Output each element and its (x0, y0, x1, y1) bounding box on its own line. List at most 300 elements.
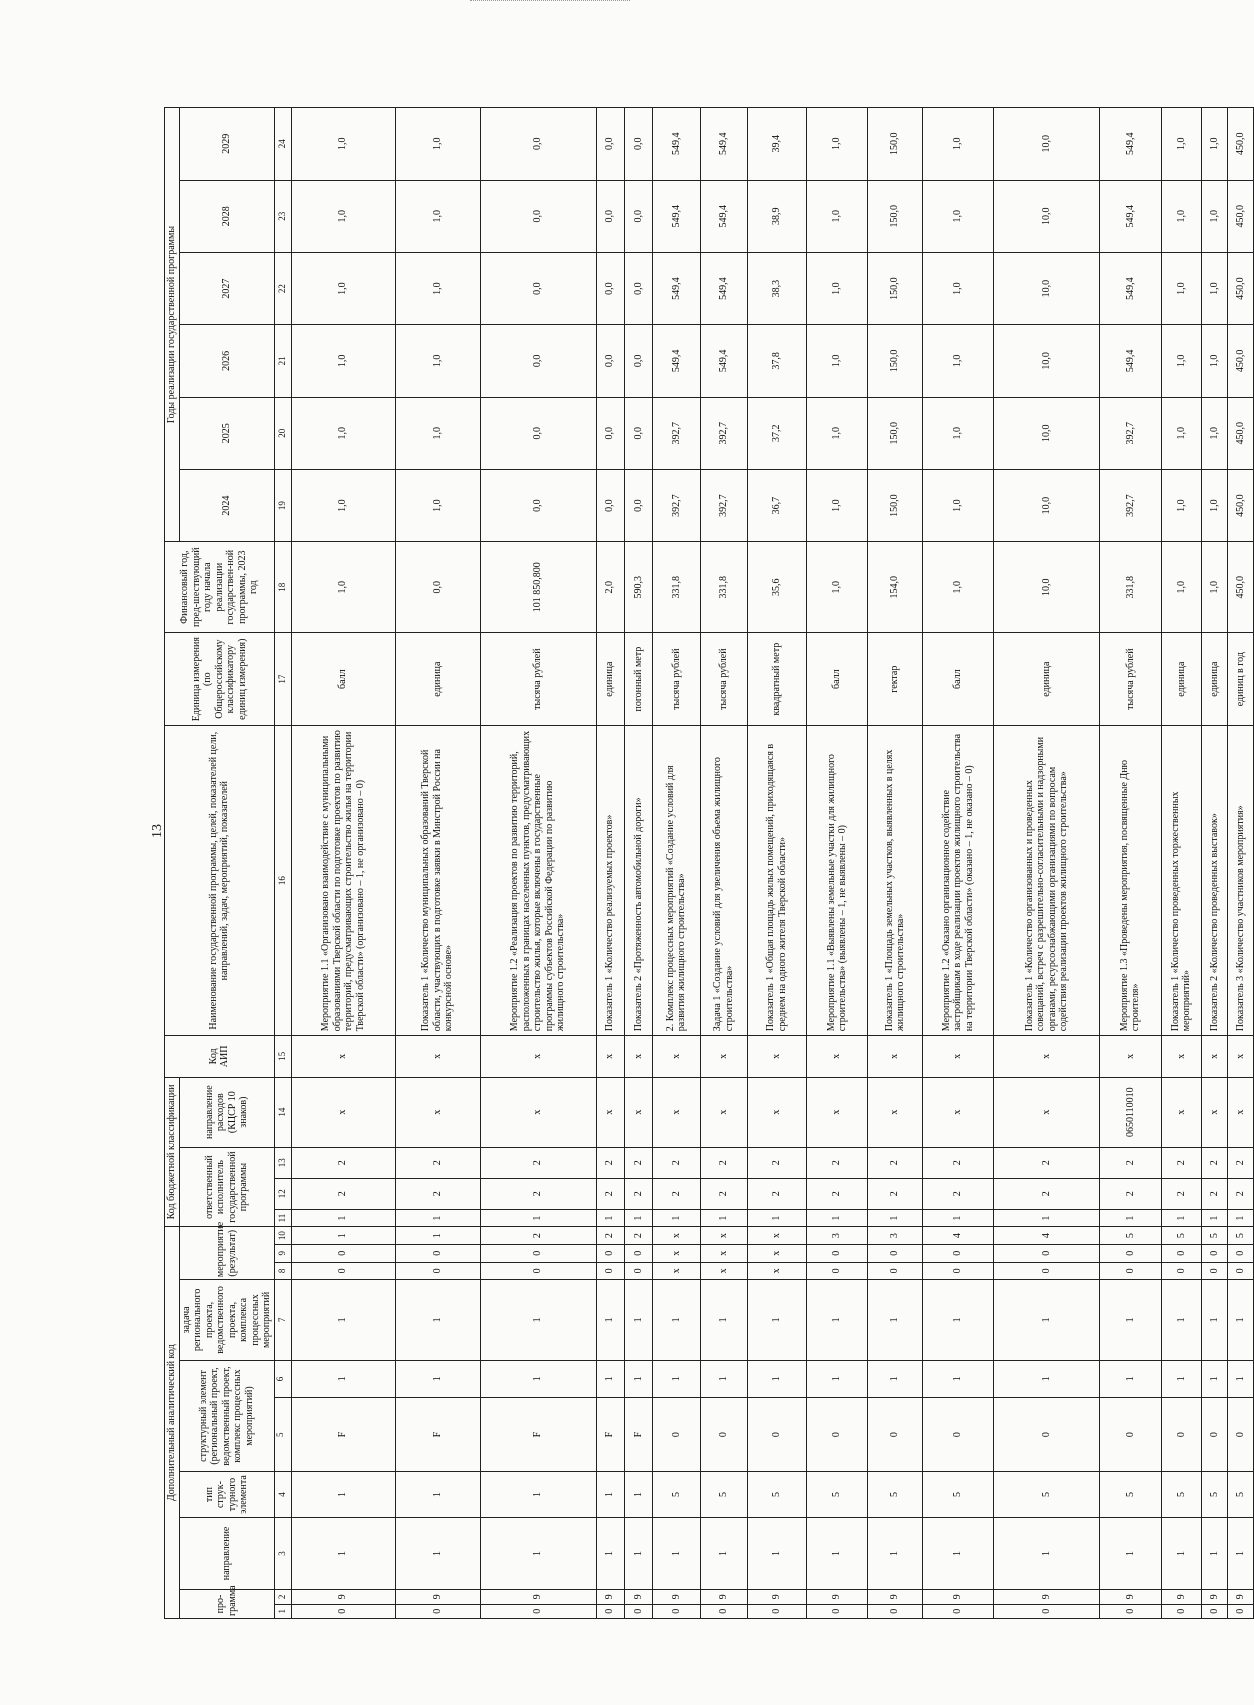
code-cell: 1 (395, 1227, 480, 1245)
code-cell: 0 (922, 1604, 993, 1618)
code-cell: 2 (596, 1227, 624, 1245)
col-num: 5 (275, 1397, 291, 1471)
code-cell: 2 (291, 1147, 395, 1178)
code-cell: 9 (596, 1590, 624, 1604)
header-year: 2028 (179, 180, 274, 252)
code-cell: 1 (868, 1280, 922, 1361)
unit-cell: квадратный метр (747, 633, 806, 726)
code-cell: 1 (395, 1472, 480, 1517)
code-cell: F (596, 1397, 624, 1471)
value-cell: 0,0 (480, 469, 596, 541)
code-cell: 1 (1100, 1209, 1161, 1227)
code-cell: 2 (1161, 1147, 1201, 1178)
code-cell: 5 (1201, 1472, 1227, 1517)
header-year: 2026 (179, 325, 274, 397)
code-cell: x (624, 1036, 652, 1077)
unit-cell: единица (1201, 633, 1227, 726)
code-cell: x (747, 1227, 806, 1245)
table-row (807, 108, 868, 1619)
value-cell: 450,0 (1227, 469, 1253, 541)
value-cell: 392,7 (653, 469, 700, 541)
code-cell: 1 (291, 1472, 395, 1517)
code-cell: 0 (868, 1244, 922, 1262)
code-cell: 9 (653, 1590, 700, 1604)
col-num: 16 (274, 726, 291, 1036)
value-cell: 10,0 (993, 108, 1099, 181)
code-cell: 2 (624, 1147, 652, 1178)
value-cell: 35,6 (747, 542, 806, 633)
table-row (700, 108, 747, 1619)
code-cell: 1 (395, 1209, 480, 1227)
header-year: 2024 (179, 469, 274, 541)
code-cell: 3 (807, 1227, 868, 1245)
value-cell: 1,0 (1201, 397, 1227, 469)
col-num: 20 (274, 397, 291, 469)
code-cell: 1 (807, 1517, 868, 1589)
code-cell: x (1161, 1077, 1201, 1147)
code-cell: 5 (1100, 1227, 1161, 1245)
code-cell: 1 (624, 1360, 652, 1397)
code-cell: 0 (1100, 1244, 1161, 1262)
code-cell: 1 (395, 1280, 480, 1361)
unit-cell: тысяча рублей (480, 633, 596, 726)
code-cell: 0 (807, 1397, 868, 1471)
name-cell: Мероприятие 1.2 «Оказано организационное содействие застройщикам в ходе реализации проектов жилищного строительства на территории Тверской области» (оказано – 1, не оказано – 0) (922, 726, 993, 1036)
code-cell: x (653, 1227, 700, 1245)
table-body (291, 108, 1254, 1619)
value-cell: 549,4 (700, 252, 747, 324)
col-num: 9 (274, 1244, 291, 1262)
table-row (1100, 108, 1161, 1619)
col-num: 18 (274, 542, 291, 633)
header-executor: ответственный исполнитель государственной программы (179, 1147, 274, 1227)
code-cell: x (747, 1244, 806, 1262)
col-num: 13 (274, 1147, 291, 1178)
code-cell: 1 (993, 1280, 1099, 1361)
code-cell: 0 (747, 1397, 806, 1471)
code-cell: 0 (1227, 1262, 1253, 1280)
unit-cell: гектар (868, 633, 922, 726)
value-cell: 1,0 (807, 325, 868, 397)
code-cell: 1 (480, 1360, 596, 1397)
code-cell: 1 (1100, 1517, 1161, 1589)
code-cell: 9 (624, 1590, 652, 1604)
value-cell: 392,7 (1100, 397, 1161, 469)
code-cell: x (395, 1077, 480, 1147)
col-num: 12 (274, 1178, 291, 1209)
name-cell: Показатель 1 «Количество реализуемых проектов» (596, 726, 624, 1036)
unit-cell: единиц в год (1227, 633, 1253, 726)
value-cell: 1,0 (395, 252, 480, 324)
code-cell: 2 (1227, 1178, 1253, 1209)
code-cell: 1 (700, 1517, 747, 1589)
code-cell: 0 (1227, 1604, 1253, 1618)
code-cell: 0 (868, 1262, 922, 1280)
code-cell: 2 (922, 1178, 993, 1209)
value-cell: 1,0 (1201, 325, 1227, 397)
value-cell: 0,0 (624, 108, 652, 181)
value-cell: 0,0 (624, 469, 652, 541)
name-cell: 2. Комплекс процессных мероприятий «Создание условий для развития жилищного строительства» (653, 726, 700, 1036)
value-cell: 549,4 (1100, 180, 1161, 252)
value-cell: 1,0 (1201, 108, 1227, 181)
value-cell: 39,4 (747, 108, 806, 181)
value-cell: 150,0 (868, 397, 922, 469)
table-row (1201, 108, 1227, 1619)
value-cell: 1,0 (807, 397, 868, 469)
code-cell: 1 (868, 1517, 922, 1589)
name-cell: Мероприятие 1.1 «Организовано взаимодействие с муниципальными образованиями Тверской области по подготовке проектов по развитию территорий, предусматривающих строительство жилья на территории Тверской области» (организовано – 1, не организовано – 0) (291, 726, 395, 1036)
code-cell: 1 (807, 1360, 868, 1397)
col-num: 3 (274, 1517, 291, 1589)
value-cell: 331,8 (653, 542, 700, 633)
col-num: 17 (274, 633, 291, 726)
value-cell: 150,0 (868, 252, 922, 324)
code-cell: 0 (700, 1397, 747, 1471)
code-cell: 0 (747, 1604, 806, 1618)
header-years-group: Годы реализации государственной программы (165, 108, 180, 542)
code-cell: 2 (1227, 1147, 1253, 1178)
name-cell: Мероприятие 1.3 «Проведены мероприятия, посвященные Дню строителя» (1100, 726, 1161, 1036)
code-cell: 4 (993, 1227, 1099, 1245)
header-name: Наименование государственной программы, целей, показателей цели, направлений, задач, мероприятий, показателей (165, 726, 275, 1036)
code-cell: 1 (1161, 1517, 1201, 1589)
code-cell: 2 (1201, 1178, 1227, 1209)
code-cell: 2 (395, 1147, 480, 1178)
value-cell: 392,7 (700, 397, 747, 469)
table-row (624, 108, 652, 1619)
name-cell: Показатель 2 «Количество проведенных выставок» (1201, 726, 1227, 1036)
code-cell: 0 (480, 1244, 596, 1262)
value-cell: 37,8 (747, 325, 806, 397)
value-cell: 1,0 (291, 325, 395, 397)
value-cell: 450,0 (1227, 542, 1253, 633)
program-table (164, 107, 1254, 1619)
code-cell: 5 (868, 1472, 922, 1517)
value-cell: 0,0 (480, 397, 596, 469)
col-num: 19 (274, 469, 291, 541)
value-cell: 1,0 (291, 252, 395, 324)
code-cell: 2 (480, 1147, 596, 1178)
header-year: 2025 (179, 397, 274, 469)
code-cell: x (653, 1077, 700, 1147)
code-cell: 1 (291, 1227, 395, 1245)
code-cell: 1 (624, 1280, 652, 1361)
name-cell: Мероприятие 1.1 «Выявлены земельные участки для жилищного строительства» (выявлены – 1, не выявлены – 0) (807, 726, 868, 1036)
code-cell: 1 (993, 1517, 1099, 1589)
code-cell: 2 (480, 1178, 596, 1209)
code-cell: 1 (807, 1209, 868, 1227)
value-cell: 2,0 (596, 542, 624, 633)
code-cell: 0 (653, 1604, 700, 1618)
table-row (993, 108, 1099, 1619)
value-cell: 1,0 (807, 180, 868, 252)
value-cell: 0,0 (596, 469, 624, 541)
value-cell: 10,0 (993, 542, 1099, 633)
code-cell: 0 (1100, 1604, 1161, 1618)
col-num: 23 (274, 180, 291, 252)
value-cell: 150,0 (868, 469, 922, 541)
table-row (596, 108, 624, 1619)
header-year: 2027 (179, 252, 274, 324)
header-year: 2029 (179, 108, 274, 181)
value-cell: 392,7 (653, 397, 700, 469)
value-cell: 10,0 (993, 180, 1099, 252)
code-cell: 0 (395, 1262, 480, 1280)
code-cell: 1 (395, 1360, 480, 1397)
code-cell: 1 (747, 1517, 806, 1589)
code-cell: 2 (807, 1178, 868, 1209)
table-row (922, 108, 993, 1619)
unit-cell: балл (807, 633, 868, 726)
page-number: 13 (150, 824, 165, 838)
code-cell: 4 (922, 1227, 993, 1245)
code-cell: x (922, 1077, 993, 1147)
code-cell: x (1201, 1036, 1227, 1077)
code-cell: 5 (1201, 1227, 1227, 1245)
unit-cell: балл (291, 633, 395, 726)
code-cell: x (868, 1036, 922, 1077)
value-cell: 1,0 (922, 252, 993, 324)
code-cell: 1 (922, 1280, 993, 1361)
code-cell: x (747, 1262, 806, 1280)
code-cell: x (700, 1244, 747, 1262)
value-cell: 1,0 (291, 397, 395, 469)
code-cell: 2 (1201, 1147, 1227, 1178)
value-cell: 150,0 (868, 325, 922, 397)
col-num: 11 (274, 1209, 291, 1227)
code-cell: 2 (807, 1147, 868, 1178)
code-cell: 1 (922, 1360, 993, 1397)
value-cell: 0,0 (624, 180, 652, 252)
code-cell: F (480, 1397, 596, 1471)
col-num: 14 (274, 1077, 291, 1147)
code-cell: 2 (922, 1147, 993, 1178)
code-cell: 2 (395, 1178, 480, 1209)
code-cell: x (653, 1244, 700, 1262)
code-cell: 0 (807, 1604, 868, 1618)
code-cell: 0 (624, 1244, 652, 1262)
code-cell: x (1227, 1077, 1253, 1147)
code-cell: 0 (993, 1244, 1099, 1262)
code-cell: 0 (1201, 1604, 1227, 1618)
code-cell: 0 (596, 1244, 624, 1262)
code-cell: 1 (480, 1517, 596, 1589)
col-num: 1 (274, 1604, 291, 1618)
code-cell: 2 (653, 1178, 700, 1209)
value-cell: 101 850,800 (480, 542, 596, 633)
code-cell: x (1100, 1036, 1161, 1077)
header-aip: Код АИП (165, 1036, 275, 1077)
value-cell: 450,0 (1227, 325, 1253, 397)
code-cell: 5 (700, 1472, 747, 1517)
code-cell: 2 (993, 1147, 1099, 1178)
code-cell: 0 (1161, 1262, 1201, 1280)
value-cell: 1,0 (291, 180, 395, 252)
code-cell: 9 (1100, 1590, 1161, 1604)
col-num: 22 (274, 252, 291, 324)
code-cell: 1 (1201, 1360, 1227, 1397)
name-cell: Показатель 1 «Количество организованных и проведенных совещаний, встреч с разрешительно-согласительными и надзорными органами, ресурсоснабжающими организациями по вопросам содействия реализации проектов жилищного строительства» (993, 726, 1099, 1036)
table-row (291, 108, 395, 1619)
col-num: 6 (274, 1376, 285, 1382)
code-cell: 0 (1161, 1397, 1201, 1471)
value-cell: 0,0 (596, 108, 624, 181)
col-num: 15 (274, 1036, 291, 1077)
code-cell: 1 (480, 1472, 596, 1517)
code-cell: 5 (1227, 1472, 1253, 1517)
name-cell: Задача 1 «Создание условий для увеличения объема жилищного строительства» (700, 726, 747, 1036)
code-cell: 0 (480, 1262, 596, 1280)
code-cell: F (395, 1397, 480, 1471)
code-cell: 9 (993, 1590, 1099, 1604)
header-analytic: Дополнительный аналитический код (165, 1227, 180, 1619)
code-cell: F (291, 1397, 395, 1471)
code-cell: 5 (993, 1472, 1099, 1517)
code-cell: x (596, 1036, 624, 1077)
code-cell: 0 (624, 1262, 652, 1280)
value-cell: 1,0 (1161, 180, 1201, 252)
value-cell: 549,4 (653, 108, 700, 181)
value-cell: 549,4 (653, 252, 700, 324)
code-cell: 1 (1201, 1517, 1227, 1589)
value-cell: 0,0 (596, 397, 624, 469)
value-cell: 38,3 (747, 252, 806, 324)
value-cell: 37,2 (747, 397, 806, 469)
code-cell: 1 (868, 1360, 922, 1397)
col-num: 10 (274, 1227, 291, 1245)
code-cell: x (807, 1036, 868, 1077)
code-cell: 1 (1100, 1360, 1161, 1397)
code-cell: 0 (807, 1244, 868, 1262)
table-row (747, 108, 806, 1619)
code-cell: 0 (1227, 1397, 1253, 1471)
value-cell: 1,0 (922, 397, 993, 469)
value-cell: 549,4 (1100, 252, 1161, 324)
unit-cell: единица (596, 633, 624, 726)
value-cell: 0,0 (624, 397, 652, 469)
code-cell: 1 (653, 1280, 700, 1361)
value-cell: 450,0 (1227, 252, 1253, 324)
value-cell: 1,0 (291, 469, 395, 541)
value-cell: 1,0 (922, 469, 993, 541)
code-cell: 9 (868, 1590, 922, 1604)
name-cell: Показатель 1 «Площадь земельных участков, выявленных в целях жилищного строительства» (868, 726, 922, 1036)
code-cell: x (395, 1036, 480, 1077)
code-cell: 2 (653, 1147, 700, 1178)
code-cell: 1 (291, 1517, 395, 1589)
value-cell: 331,8 (700, 542, 747, 633)
code-cell: x (480, 1036, 596, 1077)
value-cell: 1,0 (1161, 252, 1201, 324)
code-cell: 2 (480, 1227, 596, 1245)
value-cell: 150,0 (868, 108, 922, 181)
value-cell: 38,9 (747, 180, 806, 252)
code-cell: 0 (700, 1604, 747, 1618)
col-num: 21 (274, 325, 291, 397)
code-cell: 9 (480, 1590, 596, 1604)
code-cell: x (1227, 1036, 1253, 1077)
value-cell: 1,0 (1201, 180, 1227, 252)
code-cell: 2 (624, 1227, 652, 1245)
code-cell: 0 (653, 1397, 700, 1471)
value-cell: 1,0 (291, 542, 395, 633)
code-cell: 0 (1227, 1244, 1253, 1262)
code-cell: x (700, 1036, 747, 1077)
value-cell: 0,0 (480, 325, 596, 397)
code-cell: 1 (1161, 1280, 1201, 1361)
code-cell: 3 (868, 1227, 922, 1245)
header-expense: направление расходов (КЦСР 10 знаков) (179, 1077, 274, 1147)
col-num: 2 (274, 1590, 291, 1604)
code-cell: 0650110010 (1100, 1077, 1161, 1147)
code-cell: 0 (480, 1604, 596, 1618)
value-cell: 1,0 (1161, 469, 1201, 541)
code-cell: 0 (596, 1262, 624, 1280)
value-cell: 1,0 (291, 108, 395, 181)
value-cell: 1,0 (395, 397, 480, 469)
code-cell: 0 (1201, 1397, 1227, 1471)
col-num: 7 (274, 1280, 291, 1361)
value-cell: 0,0 (480, 252, 596, 324)
code-cell: x (291, 1077, 395, 1147)
code-cell: 0 (868, 1604, 922, 1618)
code-cell: x (480, 1077, 596, 1147)
value-cell: 1,0 (395, 180, 480, 252)
code-cell: 2 (1100, 1147, 1161, 1178)
header-task: задача регионального проекта, ведомственного проекта, комплекса процессных мероприятий (179, 1280, 274, 1361)
code-cell: 1 (596, 1517, 624, 1589)
header-fin-year: Финансовый год, пред-шествующий году начала реализации государствен-ной программы, 2023 год (165, 542, 275, 633)
value-cell: 1,0 (807, 469, 868, 541)
value-cell: 1,0 (1161, 325, 1201, 397)
header-row-1 (165, 108, 180, 1619)
table-row (653, 108, 700, 1619)
value-cell: 590,3 (624, 542, 652, 633)
code-cell: 1 (653, 1517, 700, 1589)
table-row (480, 108, 596, 1619)
code-cell: 0 (1201, 1262, 1227, 1280)
value-cell: 0,0 (480, 108, 596, 181)
header-budget: Код бюджетной классификации (165, 1077, 180, 1227)
code-cell: 9 (1227, 1590, 1253, 1604)
value-cell: 549,4 (700, 108, 747, 181)
value-cell: 549,4 (653, 325, 700, 397)
value-cell: 1,0 (807, 542, 868, 633)
name-cell: Показатель 1 «Количество проведенных торжественных мероприятий» (1161, 726, 1201, 1036)
code-cell: 2 (868, 1147, 922, 1178)
code-cell: 0 (993, 1604, 1099, 1618)
code-cell: 0 (624, 1604, 652, 1618)
name-cell: Показатель 2 «Протяженность автомобильной дороги» (624, 726, 652, 1036)
value-cell: 1,0 (395, 108, 480, 181)
code-cell: 1 (1100, 1280, 1161, 1361)
code-cell: 2 (747, 1147, 806, 1178)
code-cell: 1 (596, 1280, 624, 1361)
code-cell: x (868, 1077, 922, 1147)
value-cell: 1,0 (807, 108, 868, 181)
col-num: 8 (274, 1262, 291, 1280)
code-cell: 1 (807, 1280, 868, 1361)
code-cell: x (291, 1036, 395, 1077)
value-cell: 549,4 (1100, 325, 1161, 397)
code-cell: 0 (1100, 1262, 1161, 1280)
code-cell: x (653, 1036, 700, 1077)
code-cell: x (747, 1036, 806, 1077)
value-cell: 549,4 (700, 180, 747, 252)
code-cell: 1 (596, 1472, 624, 1517)
code-cell: 1 (1227, 1360, 1253, 1397)
